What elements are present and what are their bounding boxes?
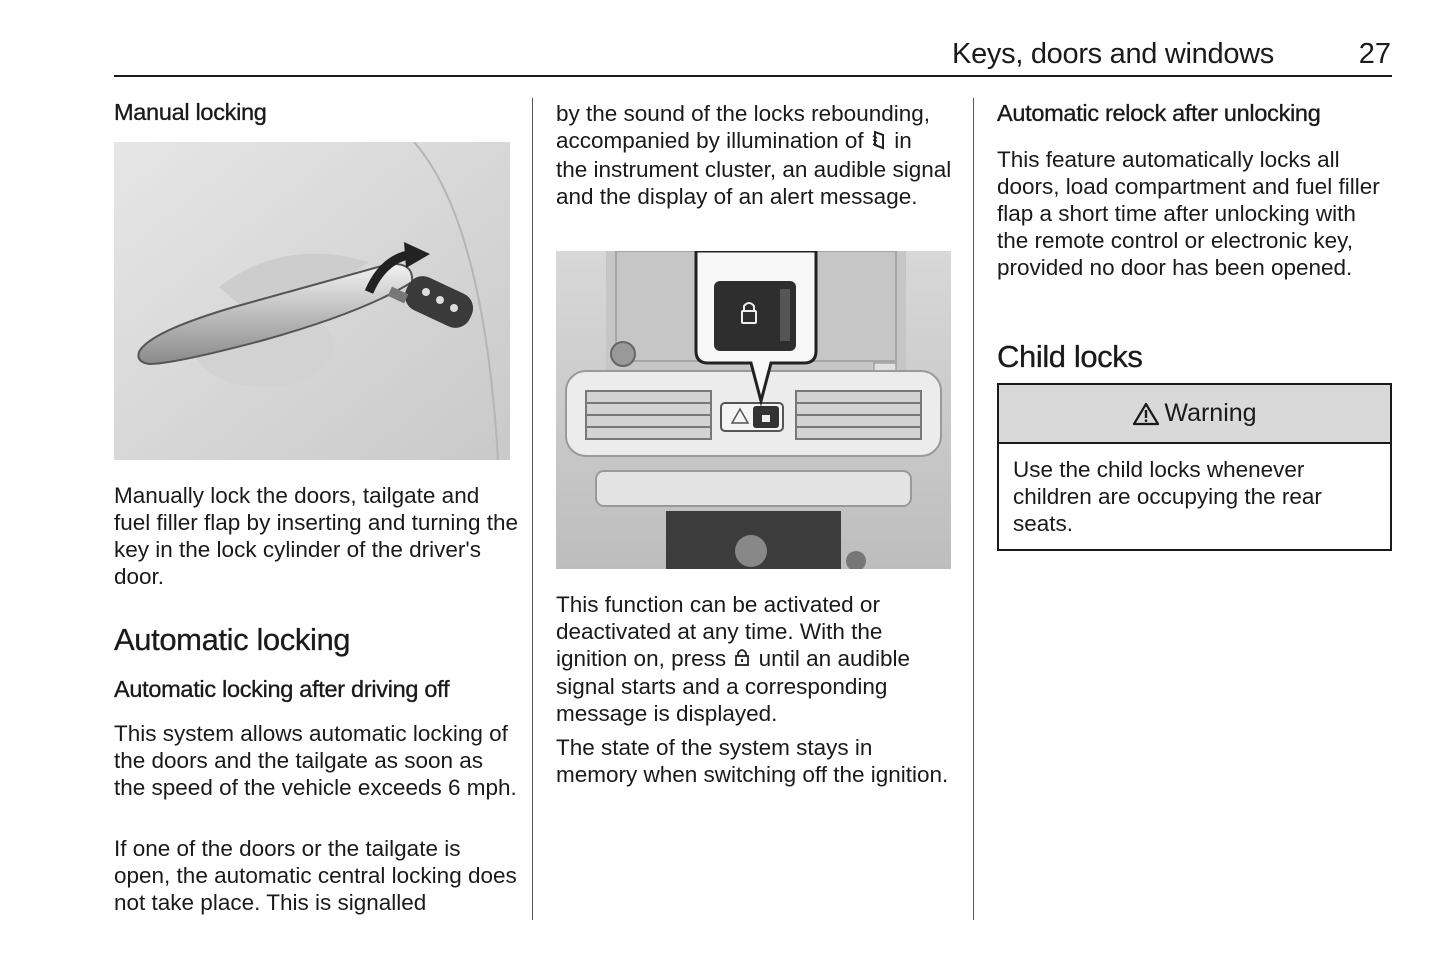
manual-locking-text: Manually lock the doors, tailgate and fuel filler flap by inserting and turning the key in the lock cylinder of the driver's door.	[114, 483, 518, 589]
door-handle-illustration	[114, 142, 510, 460]
text-span: until an audible signal starts and a corresponding message is displayed.	[556, 646, 911, 726]
text-line: by the sound of the locks rebounding,	[556, 101, 931, 126]
text-line: the instrument cluster, an audible signal and the display of an alert message.	[556, 157, 952, 209]
column-divider-2	[973, 98, 974, 920]
automatic-locking-heading: Automatic locking	[114, 622, 351, 657]
automatic-relock-heading: Automatic relock after unlocking	[997, 100, 1321, 126]
automatic-locking-open-door-text: If one of the doors or the tailgate is open, the automatic central locking does not take place. This is signalled	[114, 836, 517, 915]
manual-locking-heading: Manual locking	[114, 99, 267, 125]
warning-title: Warning	[1164, 399, 1257, 427]
dashboard-lock-button-illustration	[556, 251, 951, 569]
door-handle-key-illustration	[114, 142, 510, 460]
central-lock-icon	[734, 646, 750, 673]
header-rule	[114, 75, 1392, 77]
child-locks-heading: Child locks	[997, 339, 1143, 374]
activation-paragraph	[556, 591, 956, 727]
column-divider-1	[532, 98, 533, 920]
dashboard-illustration	[556, 251, 951, 569]
warning-triangle-icon	[1132, 402, 1160, 426]
automatic-locking-text: This system allows automatic locking of the doors and the tailgate as soon as the speed of the vehicle exceeds 6 mph.	[114, 721, 517, 800]
text-span: This function can be activated or deactivated at any time. With the ignition on, press	[556, 592, 883, 671]
warning-text: Use the child locks whenever children are occupying the rear seats.	[1013, 457, 1322, 536]
text-span: in	[894, 128, 912, 153]
system-state-text: The state of the system stays in memory when switching off the ignition.	[556, 735, 949, 787]
text-line	[556, 127, 956, 156]
page-number: 27	[1358, 38, 1391, 70]
open-door-indicator-icon	[872, 129, 886, 156]
text-span: accompanied by illumination of	[556, 128, 864, 153]
locks-rebounding-paragraph	[556, 100, 956, 210]
running-header-title: Keys, doors and windows	[952, 38, 1274, 70]
warning-header	[999, 385, 1390, 444]
automatic-locking-after-driving-off-heading: Automatic locking after driving off	[114, 676, 450, 702]
automatic-relock-text: This feature automatically locks all doors, load compartment and fuel filler flap a short time after unlocking with the remote control or electronic key, provided no door has been opened.	[997, 147, 1380, 280]
warning-box	[997, 383, 1392, 551]
